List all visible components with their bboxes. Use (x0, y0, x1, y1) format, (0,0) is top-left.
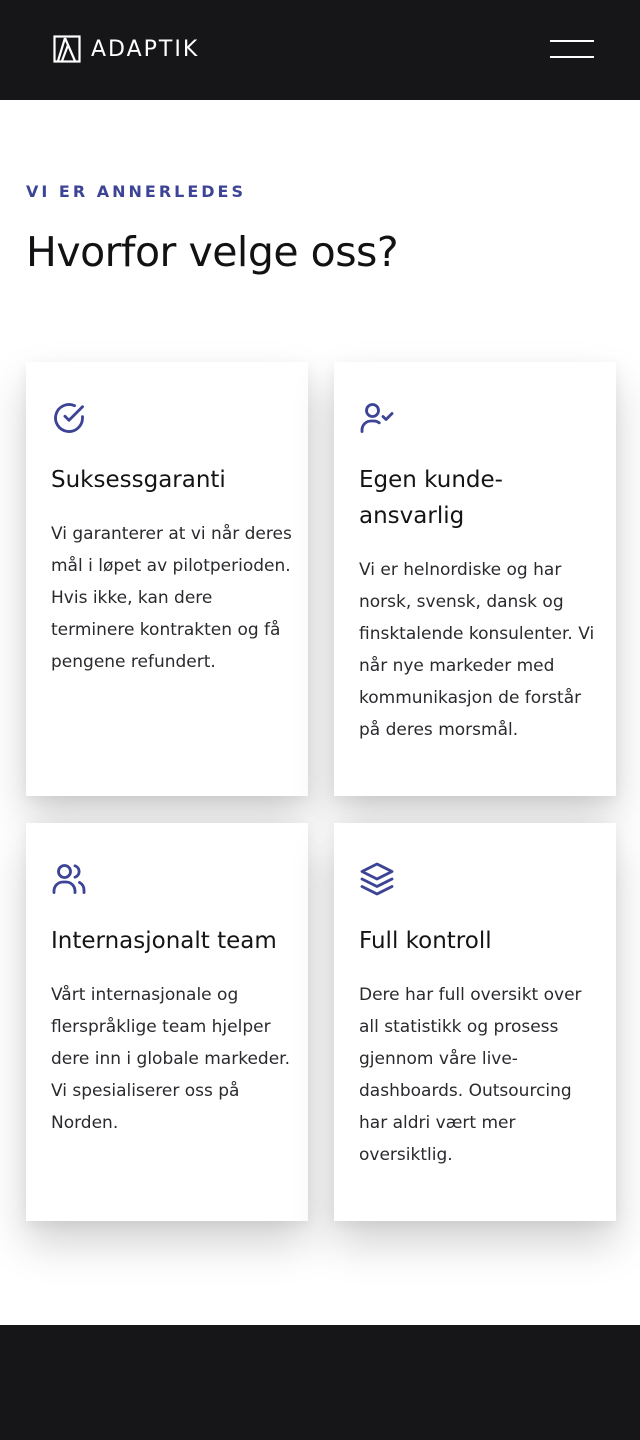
site-footer (0, 1325, 640, 1440)
feature-card-suksessgaranti (26, 362, 308, 796)
card-text: Vi garanterer at vi når deres mål i løpet av pilotperioden. Hvis ikke, kan dere terminere kontrakten og få pengene refundert. (51, 524, 292, 672)
user-check-icon (359, 400, 395, 436)
check-circle-icon (51, 400, 87, 436)
card-title: Full kontroll (359, 928, 492, 954)
card-text: Dere har full oversikt over all statistikk og prosess gjennom våre live-dashboards. Outsourcing har aldri vært mer oversiktlig. (359, 985, 582, 1165)
logo-text: ADAPTIK (91, 36, 200, 62)
feature-card-full-kontroll (334, 823, 616, 1221)
card-title: Egen kunde-ansvarlig (359, 467, 503, 529)
feature-card-kundeansvarlig (334, 362, 616, 796)
card-text: Vi er helnordiske og har norsk, svensk, dansk og finsktalende konsulenter. Vi når nye markeder med kommunikasjon de forstår på deres morsmål. (359, 560, 595, 740)
section-title: Hvorfor velge oss? (26, 228, 399, 276)
layers-icon (359, 861, 395, 897)
adaptik-logo[interactable] (53, 35, 199, 63)
menu-line-bottom (550, 56, 594, 58)
site-header (0, 0, 640, 100)
card-title: Internasjonalt team (51, 928, 277, 954)
section-eyebrow: VI ER ANNERLEDES (26, 182, 246, 201)
card-title: Suksessgaranti (51, 467, 226, 493)
hamburger-menu-icon[interactable] (546, 36, 596, 62)
adaptik-logo-mark-icon (53, 35, 81, 63)
feature-card-internasjonalt-team (26, 823, 308, 1221)
users-icon (51, 861, 87, 897)
card-text: Vårt internasjonale og flerspråklige team hjelper dere inn i globale markeder. Vi spesialiserer oss på Norden. (51, 985, 290, 1133)
menu-line-top (550, 40, 594, 42)
